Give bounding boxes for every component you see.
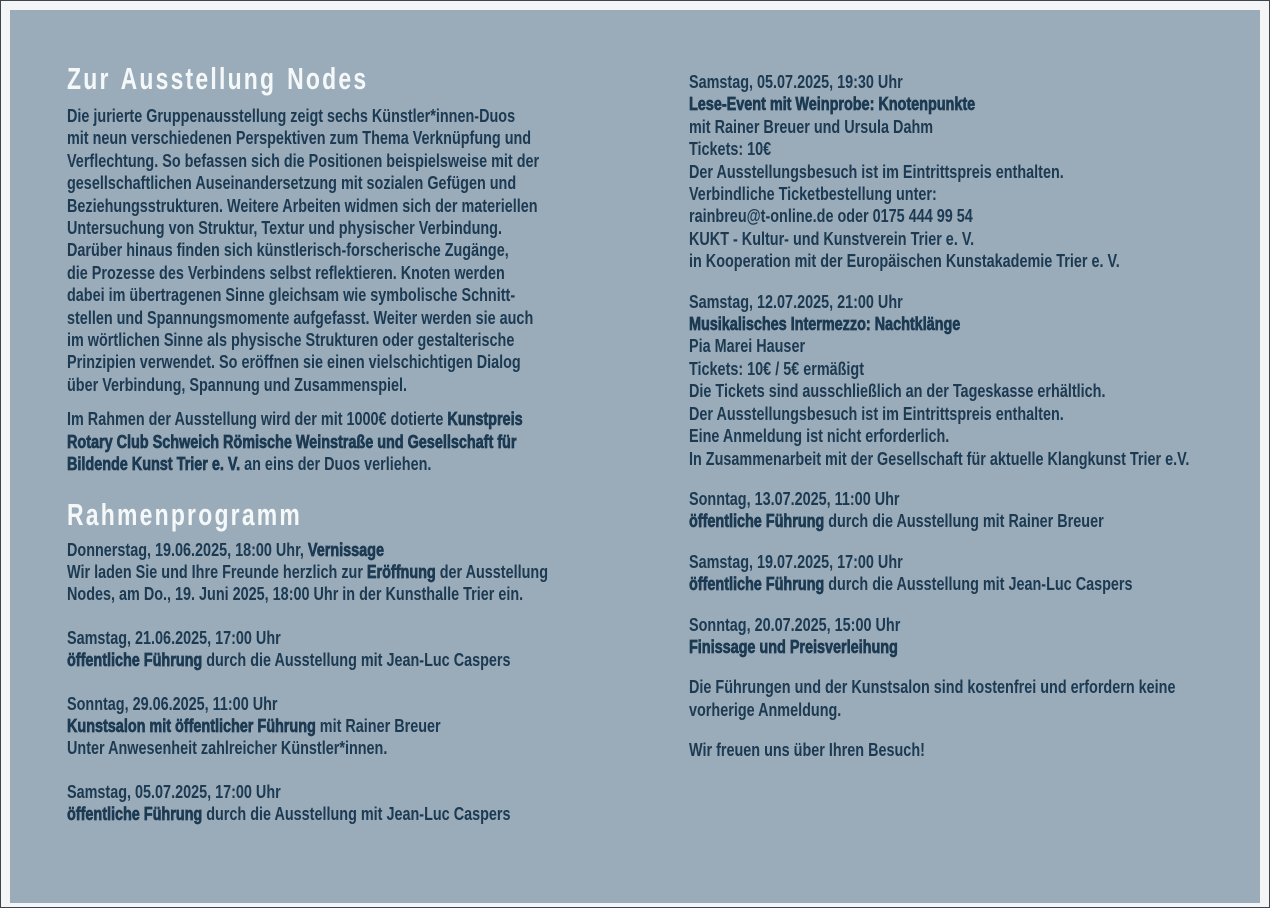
- text-line: öffentliche Führung durch die Ausstellung mit Jean-Luc Caspers: [689, 574, 1133, 595]
- text-line: im wörtlichen Sinne als physische Strukturen oder gestalterische: [67, 330, 515, 351]
- text-line: stellen und Spannungsmomente aufgefasst. Weiter werden sie auch: [67, 307, 534, 328]
- text-line: Pia Marei Hauser: [689, 336, 806, 357]
- text-line: Wir laden Sie und Ihre Freunde herzlich zur Eröffnung der Ausstellung: [67, 561, 548, 582]
- text-line: Wir freuen uns über Ihren Besuch!: [689, 740, 925, 761]
- intro-paragraph: [67, 105, 659, 396]
- text-line: öffentliche Führung durch die Ausstellung mit Rainer Breuer: [689, 511, 1104, 532]
- text-line: Kunstsalon mit öffentlicher Führung mit Rainer Breuer: [67, 715, 441, 736]
- text-line: Der Ausstellungsbesuch ist im Eintrittspreis enthalten.: [689, 403, 1064, 424]
- text-line: Darüber hinaus finden sich künstlerisch-forscherische Zugänge,: [67, 240, 509, 261]
- text-line: Nodes, am Do., 19. Juni 2025, 18:00 Uhr in der Kunsthalle Trier ein.: [67, 584, 524, 605]
- text-line: Sonntag, 20.07.2025, 15:00 Uhr: [689, 614, 901, 635]
- closing-paragraph: [689, 676, 1272, 721]
- text-line: Im Rahmen der Ausstellung wird der mit 1000€ dotierte Kunstpreis: [67, 409, 523, 430]
- text-line: Samstag, 21.06.2025, 17:00 Uhr: [67, 627, 281, 648]
- text-line: gesellschaftlichen Auseinandersetzung mit sozialen Gefügen und: [67, 173, 517, 194]
- text-line: KUKT - Kultur- und Kunstverein Trier e. V.: [689, 228, 975, 249]
- text-line: rainbreu@t-online.de oder 0175 444 99 54: [689, 206, 973, 227]
- text-line: Beziehungsstrukturen. Weitere Arbeiten widmen sich der materiellen: [67, 195, 538, 216]
- text-line: Die Tickets sind ausschließlich an der Tageskasse erhältlich.: [689, 381, 1106, 402]
- prize-paragraph: [67, 408, 659, 475]
- text-line: Sonntag, 13.07.2025, 11:00 Uhr: [689, 488, 900, 509]
- event-block-kunstsalon-29-06: [67, 693, 659, 760]
- text-line: Unter Anwesenheit zahlreicher Künstler*innen.: [67, 738, 388, 759]
- text-line: Sonntag, 29.06.2025, 11:00 Uhr: [67, 693, 278, 714]
- text-line: vorherige Anmeldung.: [689, 699, 842, 720]
- text-line: die Prozesse des Verbindens selbst reflektieren. Knoten werden: [67, 262, 505, 283]
- text-line: Prinzipien verwendet. So eröffnen sie einen vielschichtigen Dialog: [67, 352, 521, 373]
- event-block-fuehrung-21-06: [67, 627, 659, 672]
- text-line: Untersuchung von Struktur, Textur und physischer Verbindung.: [67, 218, 502, 239]
- event-block-fuehrung-13-07: [689, 488, 1272, 533]
- text-line: Tickets: 10€: [689, 139, 772, 160]
- text-line: mit Rainer Breuer und Ursula Dahm: [689, 116, 934, 137]
- text-line: Bildende Kunst Trier e. V. an eins der Duos verliehen.: [67, 454, 432, 475]
- text-line: Donnerstag, 19.06.2025, 18:00 Uhr, Vernissage: [67, 539, 384, 560]
- text-line: Die Führungen und der Kunstsalon sind kostenfrei und erfordern keine: [689, 677, 1176, 698]
- text-line: über Verbindung, Spannung und Zusammenspiel.: [67, 374, 408, 395]
- text-line: in Kooperation mit der Europäischen Kunstakademie Trier e. V.: [689, 251, 1120, 272]
- event-block-fuehrung-19-07: [689, 551, 1272, 596]
- flyer-page: [10, 10, 1260, 903]
- column-right: [689, 71, 1272, 780]
- text-line: öffentliche Führung durch die Ausstellung mit Jean-Luc Caspers: [67, 650, 511, 671]
- text-line: öffentliche Führung durch die Ausstellung mit Jean-Luc Caspers: [67, 804, 511, 825]
- section-title-program: Rahmenprogramm: [67, 496, 303, 532]
- text-line: Verflechtung. So befassen sich die Positionen beispielsweise mit der: [67, 150, 540, 171]
- event-block-intermezzo-12-07: [689, 291, 1272, 470]
- text-line: Samstag, 19.07.2025, 17:00 Uhr: [689, 551, 903, 572]
- text-line: Verbindliche Ticketbestellung unter:: [689, 184, 937, 205]
- event-block-lese-event-05-07: [689, 71, 1272, 273]
- farewell-paragraph: [689, 739, 1272, 761]
- text-line: mit neun verschiedenen Perspektiven zum Thema Verknüpfung und: [67, 128, 532, 149]
- text-line: Der Ausstellungsbesuch ist im Eintrittspreis enthalten.: [689, 161, 1064, 182]
- text-line: Musikalisches Intermezzo: Nachtklänge: [689, 314, 961, 335]
- event-block-finissage-20-07: [689, 614, 1272, 659]
- text-line: Finissage und Preisverleihung: [689, 636, 898, 657]
- text-line: Samstag, 05.07.2025, 19:30 Uhr: [689, 72, 903, 92]
- text-line: Die jurierte Gruppenausstellung zeigt sechs Künstler*innen-Duos: [67, 106, 516, 126]
- text-line: dabei im übertragenen Sinne gleichsam wie symbolische Schnitt-: [67, 285, 516, 306]
- text-line: Tickets: 10€ / 5€ ermäßigt: [689, 358, 865, 379]
- text-line: Samstag, 12.07.2025, 21:00 Uhr: [689, 291, 903, 312]
- section-title-exhibition: Zur Ausstellung Nodes: [67, 61, 369, 96]
- event-block-vernissage: [67, 539, 659, 606]
- text-line: In Zusammenarbeit mit der Gesellschaft für aktuelle Klangkunst Trier e.V.: [689, 448, 1190, 469]
- event-block-fuehrung-05-07: [67, 781, 659, 826]
- text-line: Samstag, 05.07.2025, 17:00 Uhr: [67, 781, 281, 802]
- text-line: Eine Anmeldung ist nicht erforderlich.: [689, 426, 950, 447]
- text-line: Rotary Club Schweich Römische Weinstraße und Gesellschaft für: [67, 431, 517, 452]
- text-line: Lese-Event mit Weinprobe: Knotenpunkte: [689, 94, 976, 115]
